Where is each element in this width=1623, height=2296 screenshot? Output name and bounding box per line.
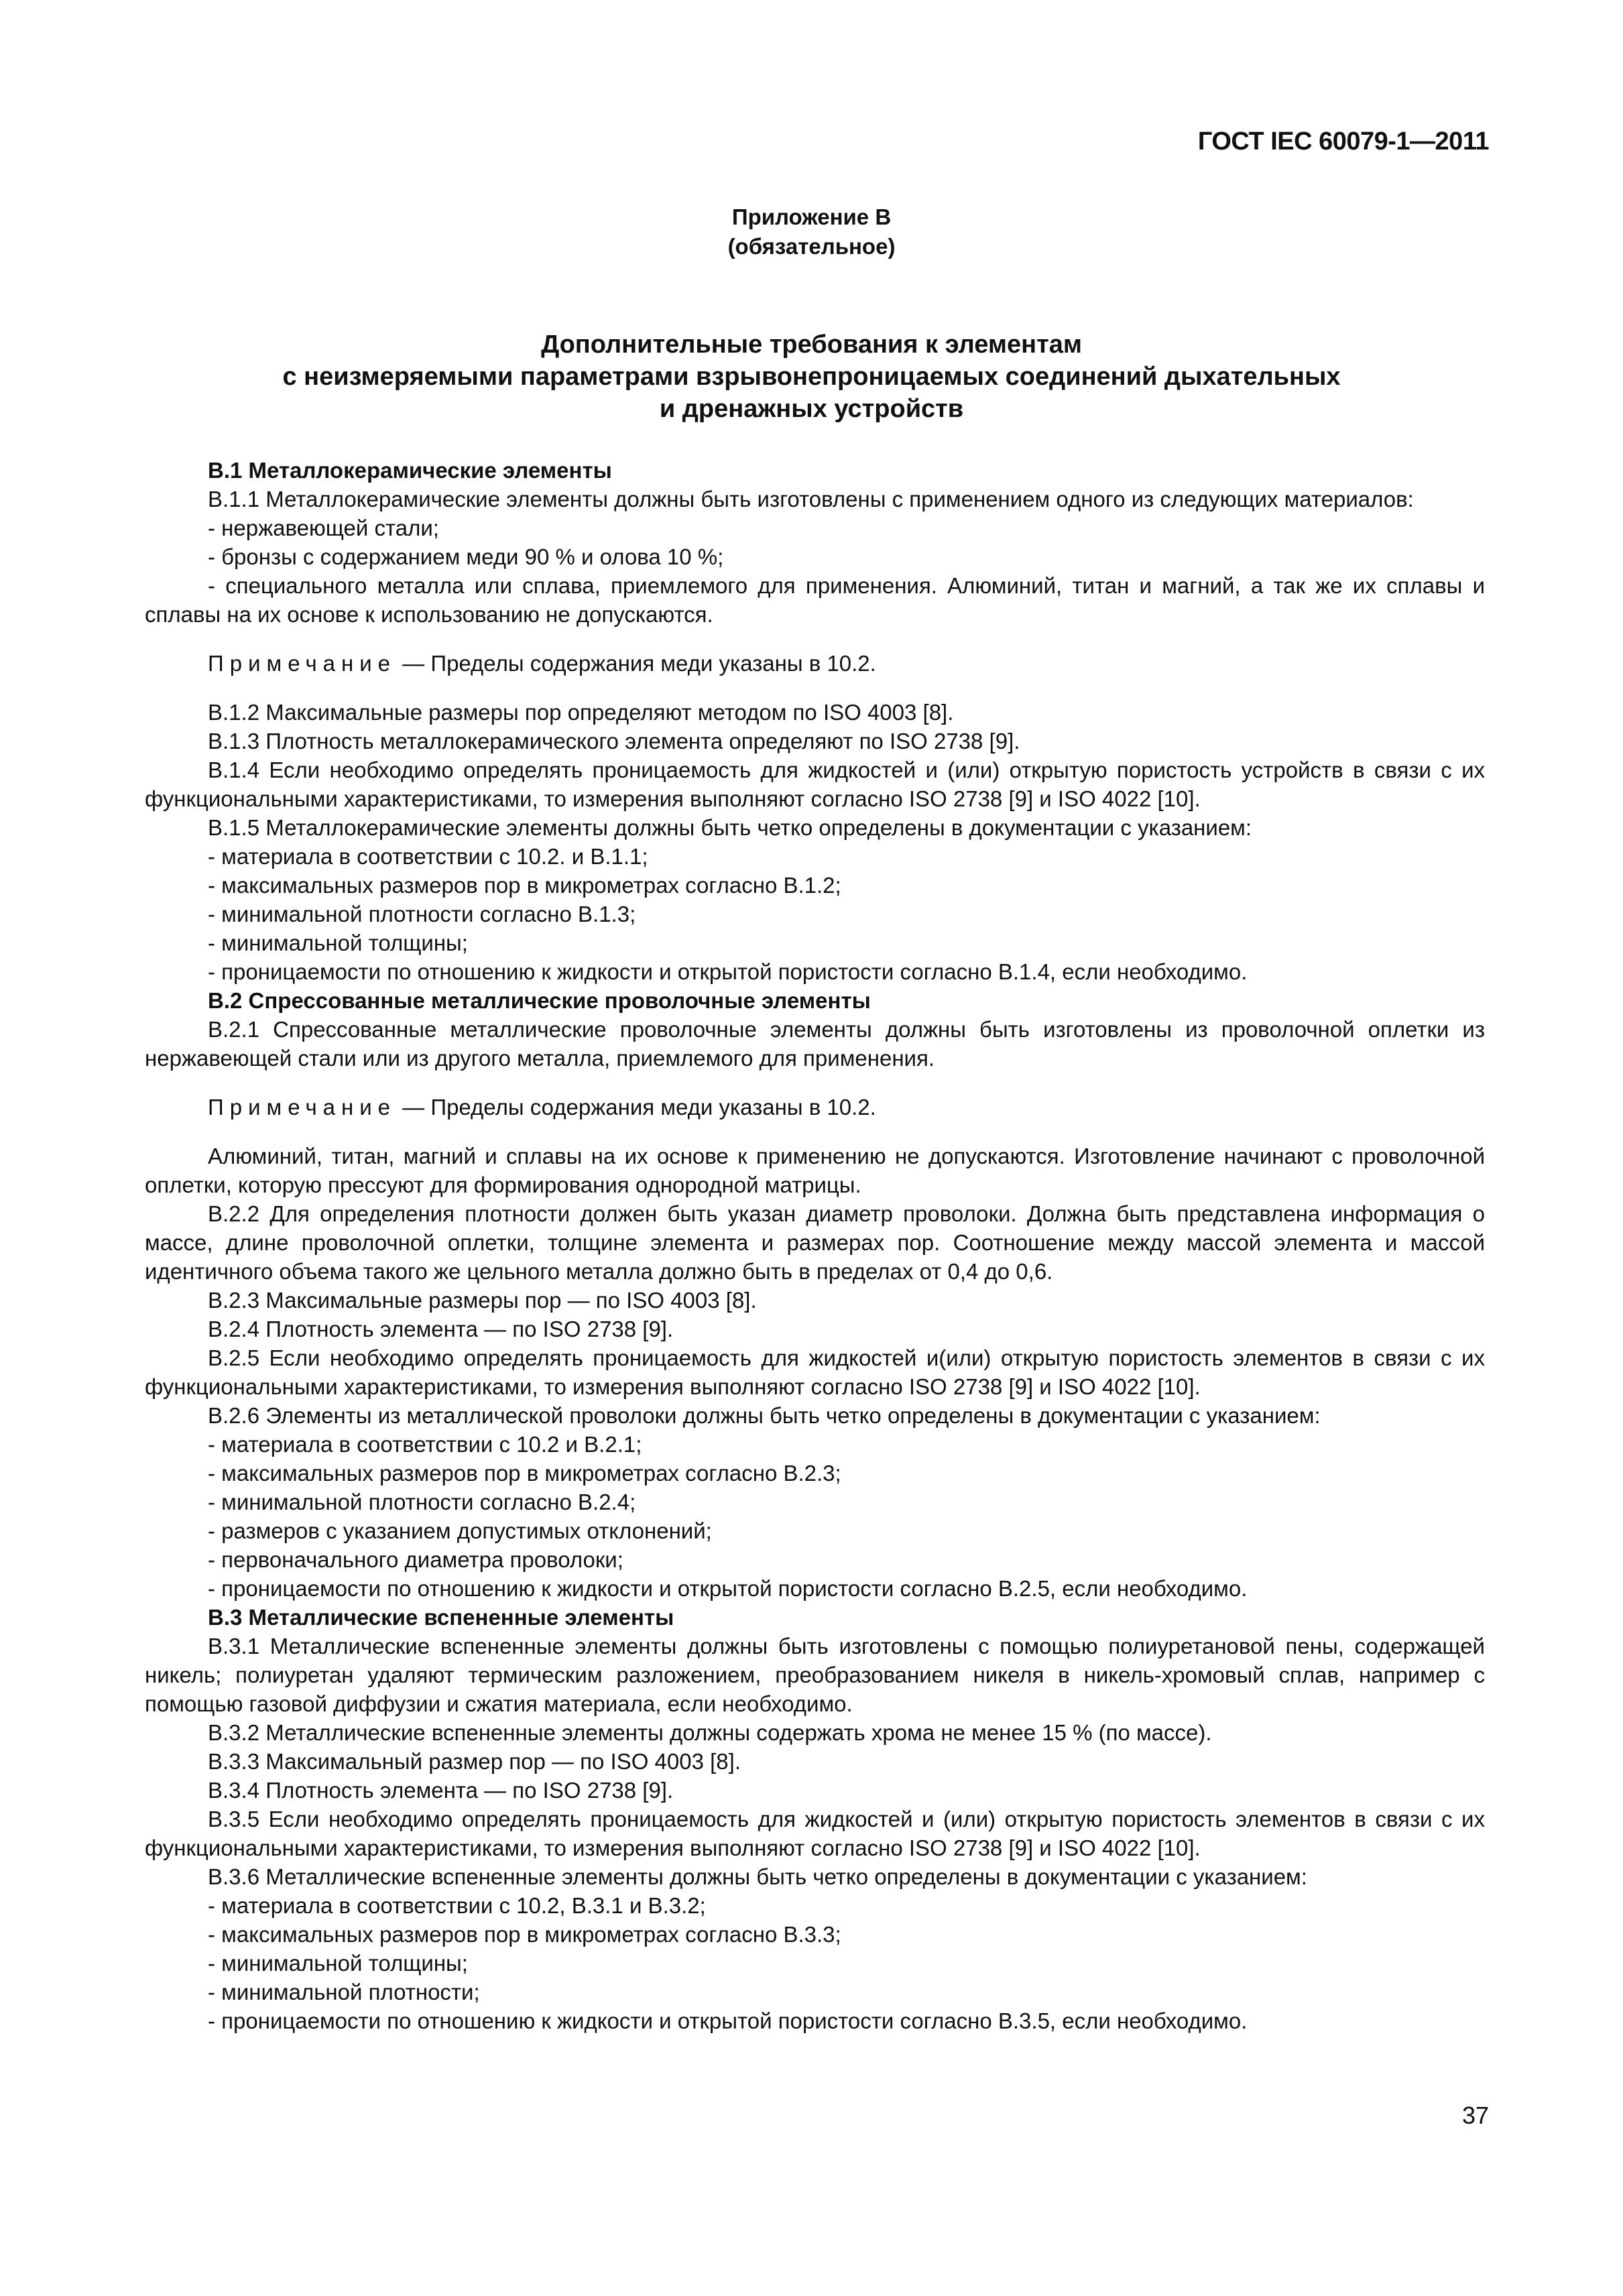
list-item: - материала в соответствии с 10.2. и В.1.1; [208,844,648,869]
clause-b-2-1: В.2.1 Спрессованные металлические проволочные элементы должны быть изготовлены из проволочной оплетки из нержавеющей стали или из другого металла, приемлемого для применения. [145,1017,1485,1071]
section-heading-b1: В.1 Металлокерамические элементы [208,458,612,483]
title-line: Дополнительные требования к элементам [541,330,1082,359]
note-label: Примечание [208,651,397,676]
note-label: Примечание [208,1095,397,1120]
title-line: с неизмеряемыми параметрами взрывонепроницаемых соединений дыхательных [282,363,1341,391]
annex-heading [0,202,1623,261]
annex-name: Приложение В [731,204,892,229]
clause-b-1-4: В.1.4 Если необходимо определять проницаемость для жидкостей и (или) открытую пористость устройств в связи с их функциональными характеристиками, то измерения выполняют согласно ISO 2738 [9] и ISO 4022 [10]. [145,758,1485,811]
paragraph: Алюминий, титан, магний и сплавы на их основе к применению не допускаются. Изготовление начинают с проволочной оплетки, которую прессуют для формирования однородной матрицы. [145,1144,1485,1197]
clause-b-3-2: В.3.2 Металлические вспененные элементы должны содержать хрома не менее 15 % (по массе). [208,1720,1212,1745]
note-text: — Пределы содержания меди указаны в 10.2. [396,1095,876,1120]
clause-b-2-4: В.2.4 Плотность элемента — по ISO 2738 [9]. [208,1317,674,1341]
document-code: ГОСТ IEC 60079-1—2011 [1197,127,1489,156]
list-item: - минимальной толщины; [208,1951,468,1976]
clause-b-2-6: В.2.6 Элементы из металлической проволоки должны быть четко определены в документации с указанием: [208,1403,1321,1428]
clause-b-1-1: В.1.1 Металлокерамические элементы должны быть изготовлены с применением одного из следующих материалов: [208,487,1414,511]
annex-title [134,328,1489,425]
annex-status: (обязательное) [727,234,896,259]
list-item: - материала в соответствии с 10.2, В.3.1 и В.3.2; [208,1893,706,1918]
list-item: - максимальных размеров пор в микрометрах согласно В.1.2; [208,873,841,898]
section-heading-b2: В.2 Спрессованные металлические проволочные элементы [208,988,871,1013]
page-number: 37 [1461,2102,1489,2129]
note-text: — Пределы содержания меди указаны в 10.2. [396,651,876,676]
document-body [145,456,1485,2035]
list-item: - максимальных размеров пор в микрометрах согласно В.3.3; [208,1922,841,1947]
clause-b-3-6: В.3.6 Металлические вспененные элементы должны быть четко определены в документации с указанием: [208,1864,1307,1889]
list-item: - минимальной плотности согласно В.2.4; [208,1490,636,1514]
section-heading-b3: В.3 Металлические вспененные элементы [208,1605,674,1630]
clause-b-2-2: В.2.2 Для определения плотности должен быть указан диаметр проволоки. Должна быть представлена информация о массе, длине проволочной оплетки, толщине элемента и размерах пор. Соотношение между массой элемента и массой идентичного объема такого же цельного металла должно быть в пределах от 0,4 до 0,6. [145,1201,1485,1284]
list-item: - специального металла или сплава, приемлемого для применения. Алюминий, титан и магний, а так же их сплавы и сплавы на их основе к использованию не допускаются. [145,573,1485,627]
clause-b-2-3: В.2.3 Максимальные размеры пор — по ISO 4003 [8]. [208,1288,757,1313]
list-item: - минимальной плотности; [208,1980,480,2004]
clause-b-1-3: В.1.3 Плотность металлокерамического элемента определяют по ISO 2738 [9]. [208,729,1020,753]
list-item: - проницаемости по отношению к жидкости и открытой пористости согласно В.1.4, если необходимо. [208,959,1248,984]
clause-b-3-3: В.3.3 Максимальный размер пор — по ISO 4003 [8]. [208,1749,741,1774]
clause-b-3-1: В.3.1 Металлические вспененные элементы должны быть изготовлены с помощью полиуретановой пены, содержащей никель; полиуретан удаляют термическим разложением, преобразованием никеля в никель-хромовый сплав, например с помощью газовой диффузии и сжатия материала, если необходимо. [145,1634,1485,1716]
list-item: - материала в соответствии с 10.2 и В.2.1; [208,1432,642,1457]
clause-b-2-5: В.2.5 Если необходимо определять проницаемость для жидкостей и(или) открытую пористость элементов в связи с их функциональными характеристиками, то измерения выполняют согласно ISO 2738 [9] и ISO 4022 [10]. [145,1345,1485,1399]
list-item: - размеров с указанием допустимых отклонений; [208,1518,712,1543]
list-item: - нержавеющей стали; [208,516,439,540]
list-item: - минимальной толщины; [208,930,468,955]
list-item: - минимальной плотности согласно В.1.3; [208,902,636,926]
note [145,649,1485,678]
list-item: - первоначального диаметра проволоки; [208,1547,623,1572]
clause-b-1-2: В.1.2 Максимальные размеры пор определяют методом по ISO 4003 [8]. [208,700,954,725]
note [145,1093,1485,1122]
list-item: - проницаемости по отношению к жидкости и открытой пористости согласно В.3.5, если необходимо. [208,2008,1248,2033]
title-line: и дренажных устройств [659,395,964,423]
list-item: - бронзы с содержанием меди 90 % и олова 10 %; [208,544,724,569]
list-item: - проницаемости по отношению к жидкости и открытой пористости согласно В.2.5, если необходимо. [208,1576,1248,1601]
list-item: - максимальных размеров пор в микрометрах согласно В.2.3; [208,1461,841,1486]
clause-b-3-5: В.3.5 Если необходимо определять проницаемость для жидкостей и (или) открытую пористость элементов в связи с их функциональными характеристиками, то измерения выполняют согласно ISO 2738 [9] и ISO 4022 [10]. [145,1807,1485,1860]
clause-b-1-5: В.1.5 Металлокерамические элементы должны быть четко определены в документации с указанием: [208,815,1252,840]
clause-b-3-4: В.3.4 Плотность элемента — по ISO 2738 [9]. [208,1778,674,1803]
